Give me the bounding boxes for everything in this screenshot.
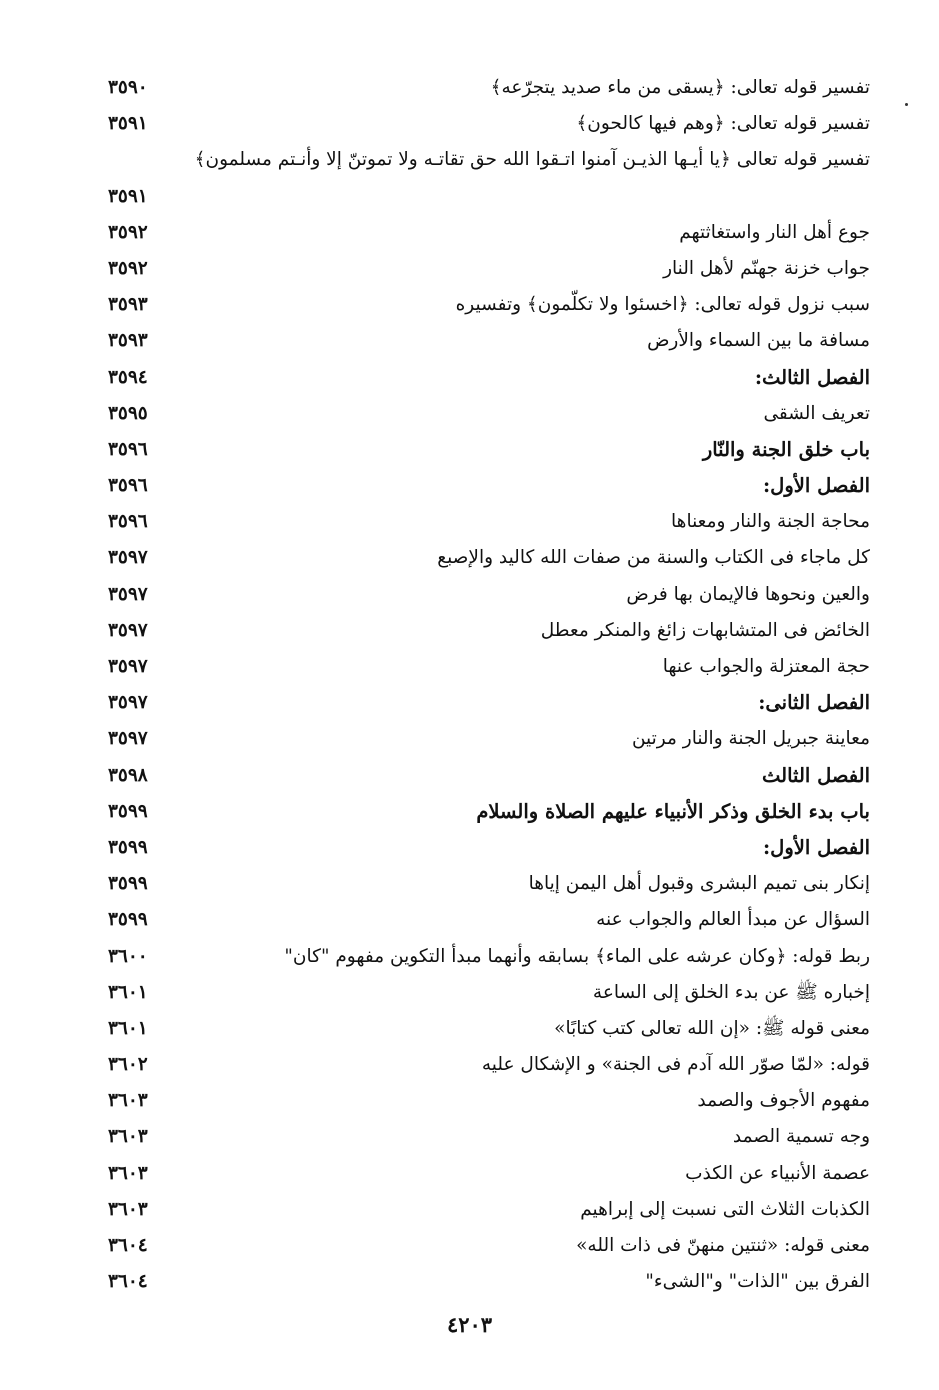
toc-entry-page: ٣٥٩٧	[108, 583, 148, 605]
toc-entry-page: ٣٦٠٣	[108, 1198, 148, 1220]
toc-entry-title: معنى قوله: «ثنتين منهنّ فى ذات الله»	[576, 1235, 870, 1257]
toc-entry	[100, 1264, 870, 1300]
toc-entry-title: الخائض فى المتشابهات زائغ والمنكر معطل	[540, 619, 870, 641]
toc-entry-title: معنى قوله ﷺ: «إن الله تعالى كتب كتابًا»	[554, 1017, 870, 1039]
toc-section-heading	[100, 758, 870, 794]
speck-mark	[905, 103, 908, 106]
toc-entry-title: كل ماجاء فى الكتاب والسنة من صفات الله كاليد والإصبع	[437, 547, 870, 569]
toc-entry-page: ٣٦٠٣	[108, 1090, 148, 1112]
toc-entry	[100, 504, 870, 540]
toc-entry-page: ٣٥٩٤	[108, 366, 148, 388]
toc-entry-title: باب بدء الخلق وذكر الأنبياء عليهم الصلاة والسلام	[476, 799, 870, 823]
toc-entry-page: ٣٥٩٢	[108, 221, 148, 243]
toc-entry-page: ٣٦٠٠	[108, 945, 148, 967]
toc-section-heading	[100, 360, 870, 396]
toc-entry-page: ٣٦٠٢	[108, 1054, 148, 1076]
toc-entry-page: ٣٦٠١	[108, 1017, 148, 1039]
toc-entry-title: تفسير قوله تعالى: ﴿يسقى من ماء صديد يتجرّعه﴾	[490, 77, 870, 98]
toc-entry-title: الفصل الأول:	[762, 835, 870, 859]
toc-chapter-heading	[100, 794, 870, 830]
toc-entry-page: ٣٦٠٣	[108, 1162, 148, 1184]
toc-section-heading	[100, 830, 870, 866]
toc-entry-page: ٣٥٩٩	[108, 836, 148, 858]
toc-entry	[100, 1083, 870, 1119]
toc-entry-page: ٣٦٠١	[108, 981, 148, 1003]
toc-entry-title: الفصل الثانى:	[758, 691, 870, 715]
toc-chapter-heading	[100, 432, 870, 468]
toc-entry	[100, 142, 870, 214]
toc-entry	[100, 721, 870, 757]
toc-entry-page: ٣٥٩٧	[108, 692, 148, 714]
toc-entry	[100, 215, 870, 251]
toc-entry-page: ٣٥٩٧	[108, 547, 148, 569]
toc-entry-title: محاجة الجنة والنار ومعناها	[671, 511, 870, 533]
toc-entry-title: السؤال عن مبدأ العالم والجواب عنه	[596, 909, 870, 931]
toc-entry-page: ٣٥٩٩	[108, 909, 148, 931]
toc-entry-page: ٣٦٠٣	[108, 1126, 148, 1148]
toc-entry-page: ٣٥٩٠	[108, 77, 148, 98]
toc-entry	[100, 1119, 870, 1155]
toc-entry-title: مفهوم الأجوف والصمد	[697, 1090, 870, 1112]
toc-entry-title: قوله: «لمّا صوّر الله آدم فى الجنة» و الإشكال عليه	[481, 1054, 870, 1076]
toc-entry-title: تعريف الشقى	[763, 402, 870, 424]
toc-entry-title: الفصل الثالث:	[754, 365, 870, 389]
toc-entry-page: ٣٥٩٣	[108, 330, 148, 352]
toc-entry	[100, 866, 870, 902]
toc-entry-title: الفصل الثالث	[762, 763, 870, 787]
toc-entry-title: باب خلق الجنة والنّار	[702, 437, 870, 461]
toc-entry-page: ٣٦٠٤	[108, 1235, 148, 1257]
toc-entry	[100, 1047, 870, 1083]
toc-entry-title: جوع أهل النار واستغاثتهم	[679, 221, 870, 243]
toc-entry	[100, 649, 870, 685]
toc-entry	[100, 975, 870, 1011]
toc-entry-page: ٣٦٠٤	[108, 1271, 148, 1293]
toc-entry	[100, 1192, 870, 1228]
toc-entry-page: ٣٥٩٦	[108, 511, 148, 533]
toc-entry-title: وجه تسمية الصمد	[732, 1126, 870, 1148]
toc-entry	[100, 251, 870, 287]
toc-entry-title: ربط قوله: ﴿وكان عرشه على الماء﴾ بسابقه وأنهما مبدأ التكوين مفهوم "كان"	[284, 945, 870, 967]
toc-entry-page: ٣٥٩٧	[108, 619, 148, 641]
toc-entry-page: ٣٥٩٨	[108, 764, 148, 786]
toc-entry	[100, 540, 870, 576]
toc-entry	[100, 70, 870, 106]
toc-entry	[100, 577, 870, 613]
toc-entry-title: جواب خزنة جهنّم لأهل النار	[663, 257, 870, 279]
toc-entry	[100, 106, 870, 142]
toc-entry	[100, 1156, 870, 1192]
toc-entry-title: سبب نزول قوله تعالى: ﴿اخسئوا ولا تكلّمون﴾ وتفسيره	[455, 294, 870, 316]
toc-entry-page: ٣٥٩٣	[108, 294, 148, 316]
toc-entry	[100, 902, 870, 938]
toc-entry-page: ٣٥٩١	[108, 113, 148, 135]
toc-entry-title: إنكار بنى تميم البشرى وقبول أهل اليمن إياها	[528, 873, 870, 895]
toc-entry	[100, 287, 870, 323]
toc-entry-title: تفسير قوله تعالى: ﴿وهم فيها كالحون﴾	[576, 113, 870, 135]
table-of-contents	[100, 70, 870, 1300]
toc-entry	[100, 1011, 870, 1047]
toc-entry-page: ٣٥٩٩	[108, 873, 148, 895]
toc-entry	[100, 323, 870, 359]
toc-entry-title: تفسير قوله تعالى ﴿يا أيـها الذيـن آمنوا اتـقوا الله حق تقاتـه ولا تموتنّ إلا وأنـتم مسلمون﴾	[194, 149, 870, 171]
toc-entry-title: مسافة ما بين السماء والأرض	[647, 330, 870, 352]
toc-entry-page: ٣٥٩٢	[108, 257, 148, 279]
toc-entry	[100, 939, 870, 975]
toc-entry-page: ٣٥٩٩	[108, 800, 148, 822]
toc-section-heading	[100, 468, 870, 504]
toc-entry-page: ٣٥٩١	[108, 185, 148, 207]
toc-entry	[100, 1228, 870, 1264]
toc-entry-page: ٣٥٩٥	[108, 402, 148, 424]
toc-entry-title: الفرق بين "الذات" و"الشىء"	[645, 1271, 870, 1293]
toc-entry-page: ٣٥٩٧	[108, 728, 148, 750]
toc-entry-page: ٣٥٩٦	[108, 438, 148, 460]
toc-entry-title: عصمة الأنبياء عن الكذب	[685, 1162, 870, 1184]
toc-entry	[100, 396, 870, 432]
toc-entry-title: إخباره ﷺ عن بدء الخلق إلى الساعة	[592, 981, 870, 1003]
toc-entry-page: ٣٥٩٧	[108, 656, 148, 678]
toc-entry-title: معاينة جبريل الجنة والنار مرتين	[631, 728, 870, 750]
toc-entry-page: ٣٥٩٦	[108, 475, 148, 497]
toc-section-heading	[100, 685, 870, 721]
page-number: ٤٢٠٣	[446, 1312, 493, 1337]
toc-entry-title: الفصل الأول:	[762, 474, 870, 498]
toc-entry	[100, 613, 870, 649]
toc-entry-title: الكذبات الثلاث التى نسبت إلى إبراهيم	[580, 1198, 870, 1220]
toc-entry-title: حجة المعتزلة والجواب عنها	[662, 656, 870, 678]
toc-entry-title: والعين ونحوها فالإيمان بها فرض	[626, 583, 870, 605]
